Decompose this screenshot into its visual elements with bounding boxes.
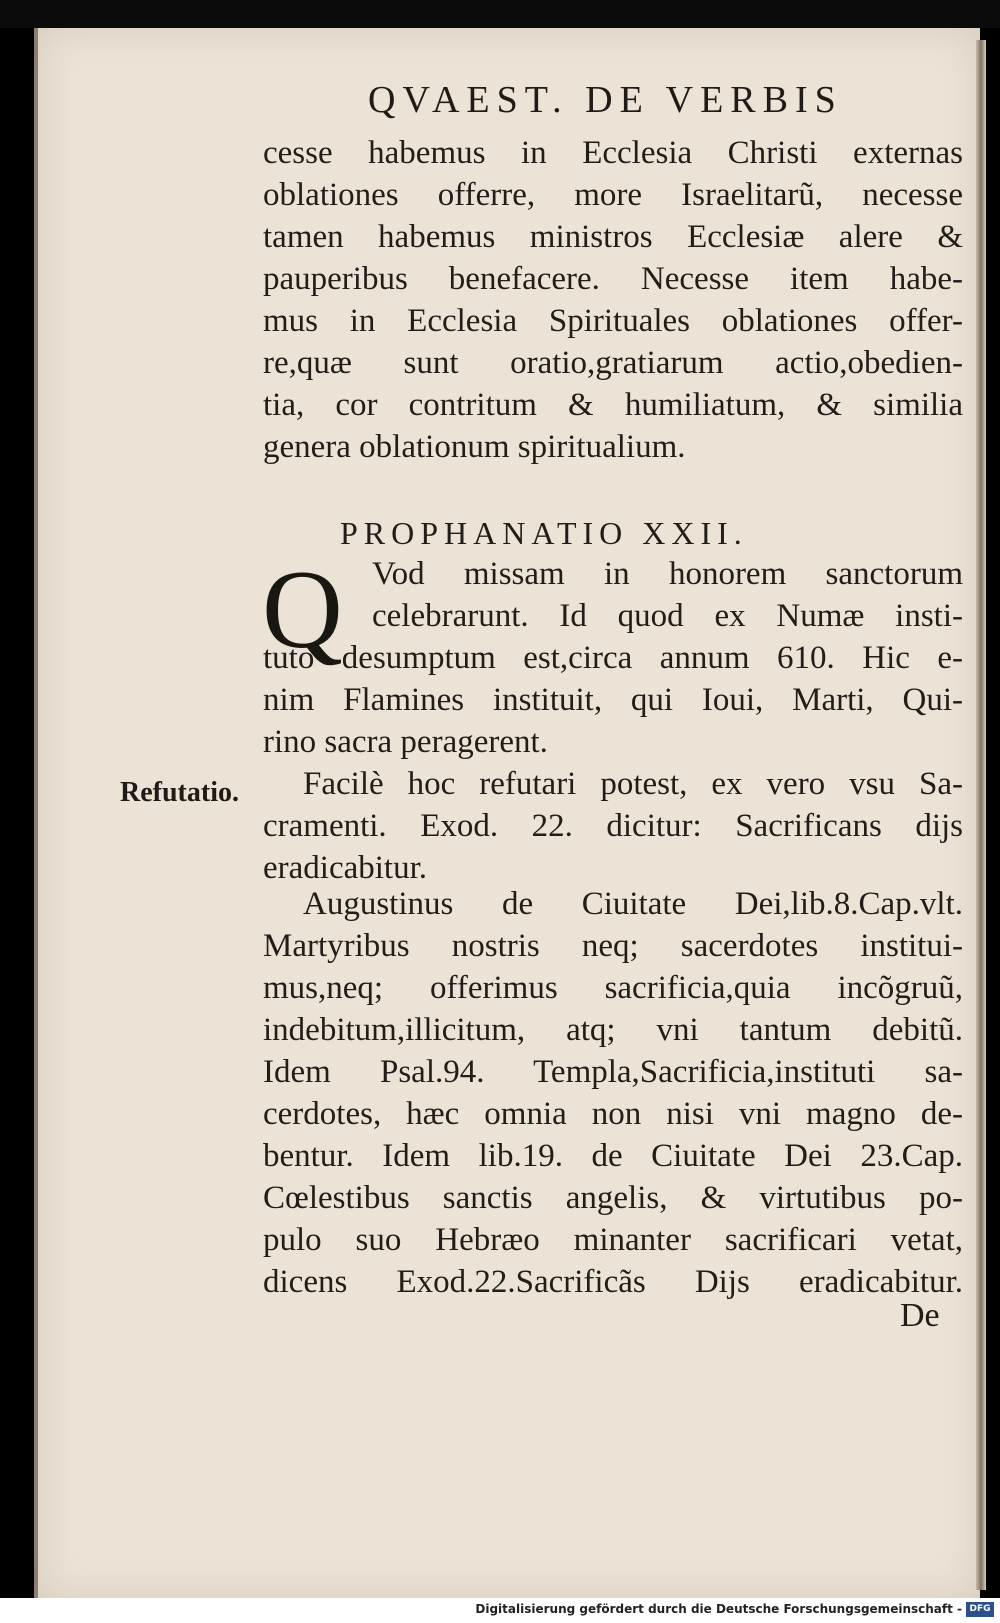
digitization-footer [0, 1598, 1000, 1623]
scan-frame-top [0, 0, 1000, 28]
text-line: cramenti. Exod. 22. dicitur: Sacrificans dijs [263, 808, 963, 844]
text-line: oblationes offerre, more Israelitarũ, necesse [263, 177, 963, 213]
text-line: mus in Ecclesia Spirituales oblationes offer- [263, 303, 963, 339]
text-line: rino sacra peragerent. [263, 724, 548, 760]
text-line: indebitum,illicitum, atq; vni tantum debitũ. [263, 1012, 963, 1048]
text-line: mus,neq; offerimus sacrificia,quia incõgruũ, [263, 970, 963, 1006]
text-line: pauperibus benefacere. Necesse item habe- [263, 261, 963, 297]
catchword: De [900, 1297, 940, 1334]
text-line: tia, cor contritum & humiliatum, & similia [263, 387, 963, 423]
margin-note: Refutatio. [120, 777, 239, 808]
augustinus-paragraph [263, 883, 963, 1303]
text-line: pulo suo Hebræo minanter sacrificari vetat, [263, 1222, 963, 1258]
text-line: eradicabitur. [263, 850, 428, 886]
text-line: Vod missam in honorem sanctorum [372, 556, 963, 592]
paragraph-top [263, 132, 963, 468]
footer-credit: Digitalisierung gefördert durch die Deutsche Forschungsgemeinschaft - [475, 1602, 962, 1616]
prophanatio-first-lines [372, 553, 963, 637]
text-line: genera oblationum spiritualium. [263, 429, 686, 465]
text-line: cerdotes, hæc omnia non nisi vni magno de- [263, 1096, 963, 1132]
text-line: bentur. Idem lib.19. de Ciuitate Dei 23.Cap. [263, 1138, 963, 1174]
page-stack-edge [976, 40, 986, 1590]
text-line: Cœlestibus sanctis angelis, & virtutibus po- [263, 1180, 963, 1216]
text-line: tamen habemus ministros Ecclesiæ alere & [263, 219, 963, 255]
text-line: Augustinus de Ciuitate Dei,lib.8.Cap.vlt. [303, 886, 963, 922]
text-line: nim Flamines instituit, qui Ioui, Marti, Qui- [263, 682, 963, 718]
refutatio-paragraph [263, 763, 963, 889]
prophanatio-paragraph [263, 637, 963, 763]
text-line: celebrarunt. Id quod ex Numæ insti- [372, 598, 963, 634]
drop-initial: Q [262, 548, 343, 672]
text-line: Idem Psal.94. Templa,Sacrificia,instituti sa- [263, 1054, 963, 1090]
section-heading: PROPHANATIO XXII. [340, 515, 748, 551]
text-line: re,quæ sunt oratio,gratiarum actio,obedien- [263, 345, 963, 381]
text-line: Martyribus nostris neq; sacerdotes institui- [263, 928, 963, 964]
dfg-logo-icon: DFG [966, 1602, 994, 1617]
running-head: QVAEST. DE VERBIS [368, 79, 843, 121]
text-line: Facilè hoc refutari potest, ex vero vsu Sa- [303, 766, 963, 802]
text-line: tuto desumptum est,circa annum 610. Hic e- [263, 640, 963, 676]
text-line: cesse habemus in Ecclesia Christi externas [263, 135, 963, 171]
text-line: dicens Exod.22.Sacrificãs Dijs eradicabitur. [263, 1264, 963, 1300]
